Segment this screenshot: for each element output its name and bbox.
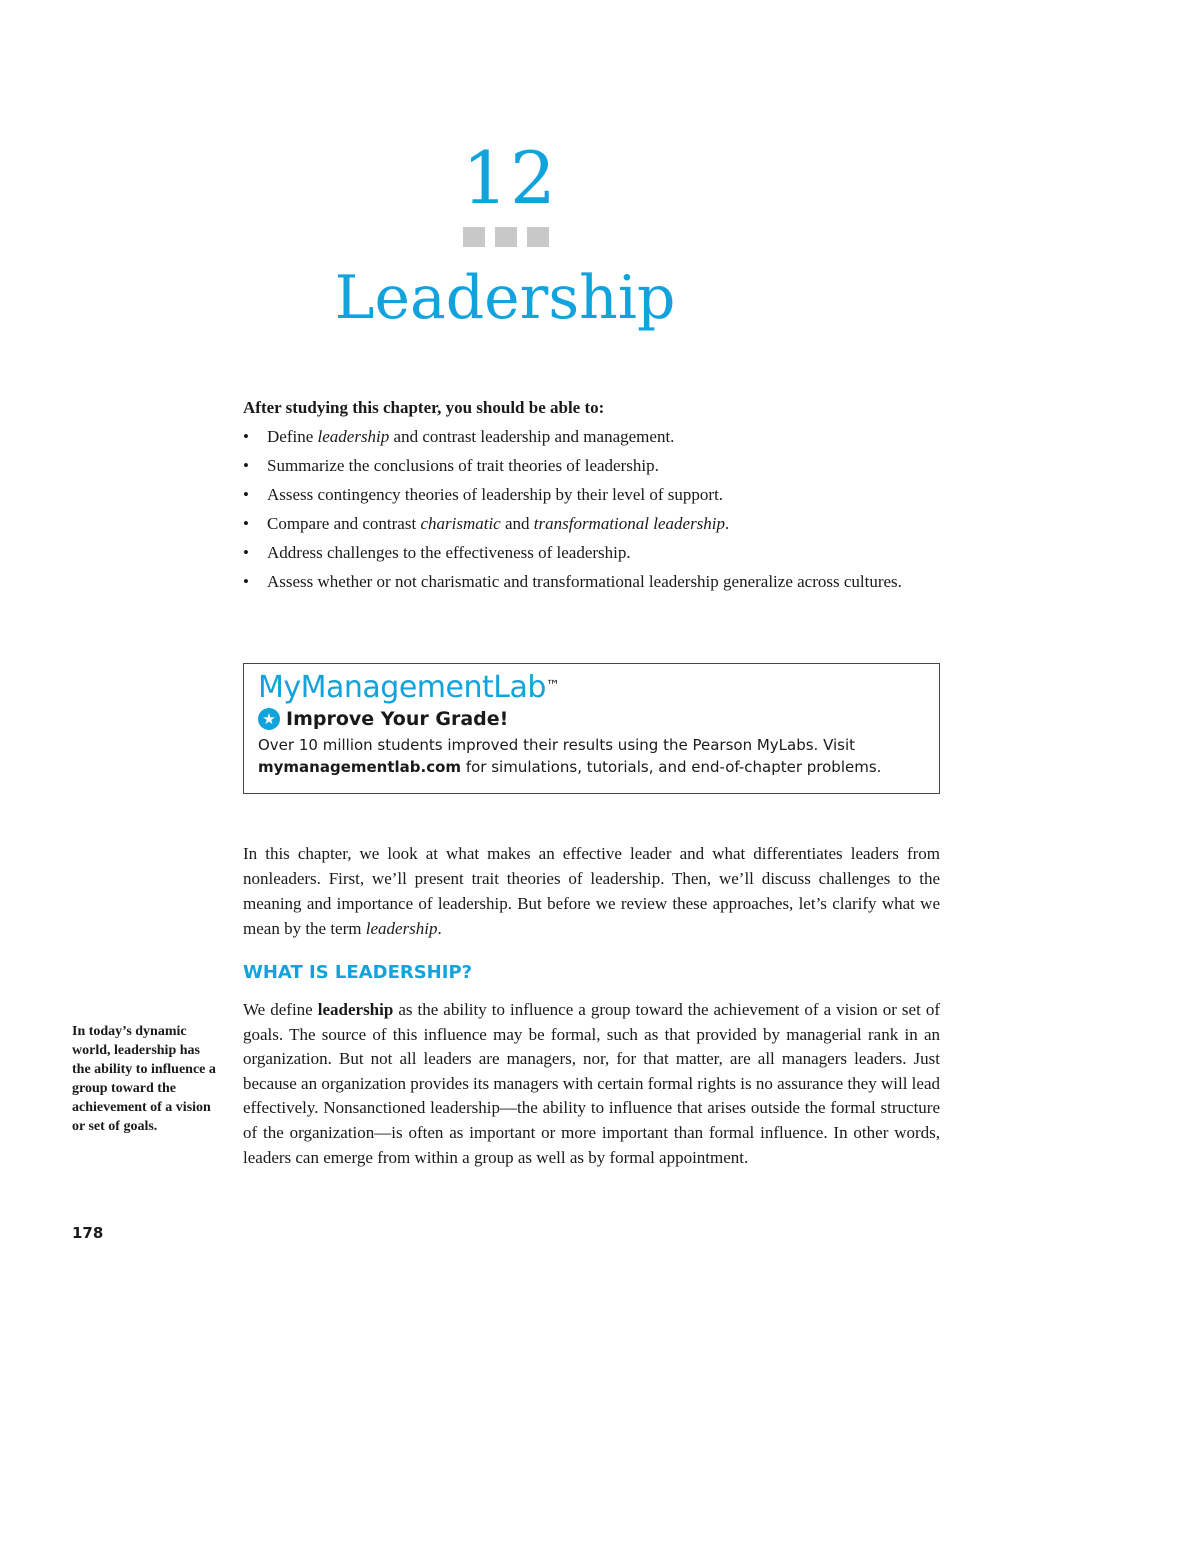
learning-objectives xyxy=(243,396,943,599)
objective-item: • Summarize the conclusions of trait theories of leadership. xyxy=(243,454,943,478)
objective-item: • Address challenges to the effectiveness of leadership. xyxy=(243,541,943,565)
margin-note: In today’s dynamic world, leadership has the ability to influence a group toward the achievement of a vision or set of goals. xyxy=(72,1024,216,1134)
objectives-list xyxy=(243,425,943,594)
body-paragraph: We define leadership as the ability to influence a group toward the achievement of a vision or set of goals. The source of this influence may be formal, such as that provided by managerial rank in an organization. But not all leaders are managers, nor, for that matter, are all managers leaders. Just because an organization provides its managers with certain formal rights is no assurance they will lead effectively. Nonsanctioned leadership—the ability to influence that arises outside the formal structure of the organization—is often as important or more important than formal influence. In other words, leaders can emerge from within a group as well as by formal appointment. xyxy=(243,1000,940,1167)
objective-item: • Assess contingency theories of leadership by their level of support. xyxy=(243,483,943,507)
objective-item: • Assess whether or not charismatic and transformational leadership generalize across cultures. xyxy=(243,570,943,594)
improve-grade-heading: ★ Improve Your Grade! xyxy=(258,706,925,732)
star-icon: ★ xyxy=(258,708,280,730)
objective-item: • Define leadership and contrast leadership and management. xyxy=(243,425,943,449)
chapter-number: 12 xyxy=(462,136,558,220)
chapter-title: Leadership xyxy=(334,263,676,333)
mymanagementlab-callout xyxy=(243,663,940,794)
objectives-heading: After studying this chapter, you should be able to: xyxy=(243,398,605,417)
page-number: 178 xyxy=(72,1224,104,1242)
divider-square xyxy=(495,227,517,247)
mylab-brand: MyManagementLab™ xyxy=(258,670,560,705)
objective-item: • Compare and contrast charismatic and transformational leadership. xyxy=(243,512,943,536)
mylab-link[interactable]: mymanagementlab.com xyxy=(258,758,462,776)
divider-square xyxy=(463,227,485,247)
mylab-description: Over 10 million students improved their results using the Pearson MyLabs. Visit mymanagementlab.com for simulations, tutorials, and end-of-chapter problems. xyxy=(258,736,882,776)
chapter-divider-squares xyxy=(463,227,549,247)
intro-paragraph: In this chapter, we look at what makes an effective leader and what differentiates leaders from nonleaders. First, we’ll present trait theories of leadership. Then, we’ll discuss challenges to the meaning and importance of leadership. But before we review these approaches, let’s clarify what we mean by the term leadership. xyxy=(243,844,940,938)
divider-square xyxy=(527,227,549,247)
section-heading: WHAT IS LEADERSHIP? xyxy=(243,962,473,983)
